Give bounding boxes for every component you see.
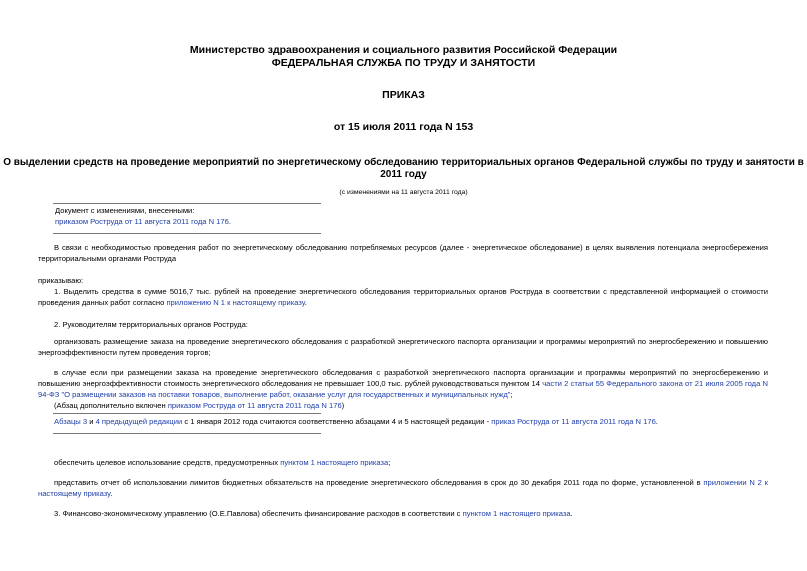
editorial-and: и xyxy=(89,417,94,426)
title-line-2: 2011 году xyxy=(380,169,427,180)
revision-box-label: Документ с изменениями, внесенными: xyxy=(55,206,195,215)
item-2-small-purchase xyxy=(38,368,768,400)
item-2-small-purchase-text: в случае если при размещении заказа на проведение энергетического обследования с разработкой энергетического паспорта организации и программы мероприятий по энергосбережению и повышению энергоэффективности стоимость энергетического обследования не превышает 100,0 тыс. рублей руководствоваться пунктом 14 xyxy=(38,368,768,388)
item-2-report xyxy=(38,478,768,500)
item-3-text: 3. Финансово-экономическому управлению (О.Е.Павлова) обеспечить финансирование расходов в соответствии с xyxy=(54,509,461,518)
target-use-end: ; xyxy=(388,458,391,467)
item-2-organize: организовать размещение заказа на проведение энергетического обследования с разработкой энергетического паспорта организации и программы мероприятий по энергосбережению и повышению энергоэффективности путем проведения торгов; xyxy=(38,337,768,357)
editorial-box-bottom-rule xyxy=(53,433,321,434)
revision-box-entry xyxy=(55,217,325,228)
item-1 xyxy=(38,287,768,309)
editorial-note xyxy=(54,417,774,428)
item-1-ref-link-2[interactable]: пунктом 1 настоящего приказа xyxy=(462,509,571,518)
item-1-text: 1. Выделить средства в сумме 5016,7 тыс. рублей на проведение энергетического обследования территориальных органов Роструда в соответствии с представленной информацией о стоимости проведения данных работ согласно xyxy=(38,287,768,307)
item-1-end: . xyxy=(304,297,307,307)
appendix-2-link[interactable]: приложении N 2 к настоящему приказу xyxy=(38,478,768,498)
previous-edition-link[interactable]: 4 предыдущей редакции xyxy=(95,417,183,426)
editorial-box-top-rule xyxy=(53,413,321,414)
item-2-small-purchase-end: ; xyxy=(510,389,513,399)
added-paragraph-note xyxy=(54,401,344,412)
revision-box-top-rule xyxy=(53,203,321,204)
revision-tail: . xyxy=(228,216,231,226)
revision-box-bottom-rule xyxy=(53,233,321,234)
order-word: приказываю: xyxy=(38,276,84,285)
intro-paragraph: В связи с необходимостью проведения работ по энергетическому обследованию потребляемых ресурсов (далее - энергетическое обследование) в целях выявления потенциала энергосбережения территориальными органами Роструда xyxy=(38,243,768,263)
revision-link[interactable]: приказом Роструда от 11 августа 2011 года N 176 xyxy=(55,216,229,226)
title-line-1: О выделении средств на проведение мероприятий по энергетическому обследованию территориальных органов Федеральной службы по труду и занятости в xyxy=(3,157,804,168)
item-1-ref-link[interactable]: пунктом 1 настоящего приказа xyxy=(280,458,389,467)
service-name: ФЕДЕРАЛЬНАЯ СЛУЖБА ПО ТРУДУ И ЗАНЯТОСТИ xyxy=(271,57,536,69)
editorial-order-link[interactable]: приказ Роструда от 11 августа 2011 года N 176 xyxy=(491,417,656,426)
report-text: представить отчет об использовании лимитов бюджетных обязательств на проведение энергетического обследования в срок до 30 декабря 2011 года по форме, установленной в xyxy=(54,478,701,487)
item-2-target-use xyxy=(54,458,390,469)
item-3 xyxy=(54,509,573,520)
item-2: 2. Руководителям территориальных органов Роструда: xyxy=(54,320,248,329)
document-title xyxy=(0,157,807,181)
editorial-text: с 1 января 2012 года считаются соответственно абзацами 4 и 5 настоящей редакции - xyxy=(184,417,490,426)
revision-box xyxy=(55,206,325,228)
target-use-text: обеспечить целевое использование средств, предусмотренных xyxy=(54,458,279,467)
report-end: . xyxy=(110,488,113,498)
document-date-number: от 15 июля 2011 года N 153 xyxy=(333,121,474,133)
federal-law-link[interactable]: части 2 статьи 55 Федерального закона от 21 июля 2005 года N 94-ФЗ "О размещении заказов на поставки товаров, выполнение работ, оказание услуг для государственных и муниципальных нужд" xyxy=(38,378,768,399)
appendix-1-link[interactable]: приложению N 1 к настоящему приказу xyxy=(166,297,305,307)
editorial-end: . xyxy=(655,417,658,426)
added-note-link[interactable]: приказом Роструда от 11 августа 2011 года N 176 xyxy=(167,401,342,410)
ministry-name: Министерство здравоохранения и социального развития Российской Федерации xyxy=(189,44,618,56)
item-3-end: . xyxy=(570,509,573,518)
added-note-end: ) xyxy=(341,401,345,410)
paragraph-3-link[interactable]: Абзацы 3 xyxy=(54,417,88,426)
added-note-prefix: (Абзац дополнительно включен xyxy=(54,401,166,410)
document-type: ПРИКАЗ xyxy=(382,89,425,101)
amendment-note: (с изменениями на 11 августа 2011 года) xyxy=(339,189,468,196)
